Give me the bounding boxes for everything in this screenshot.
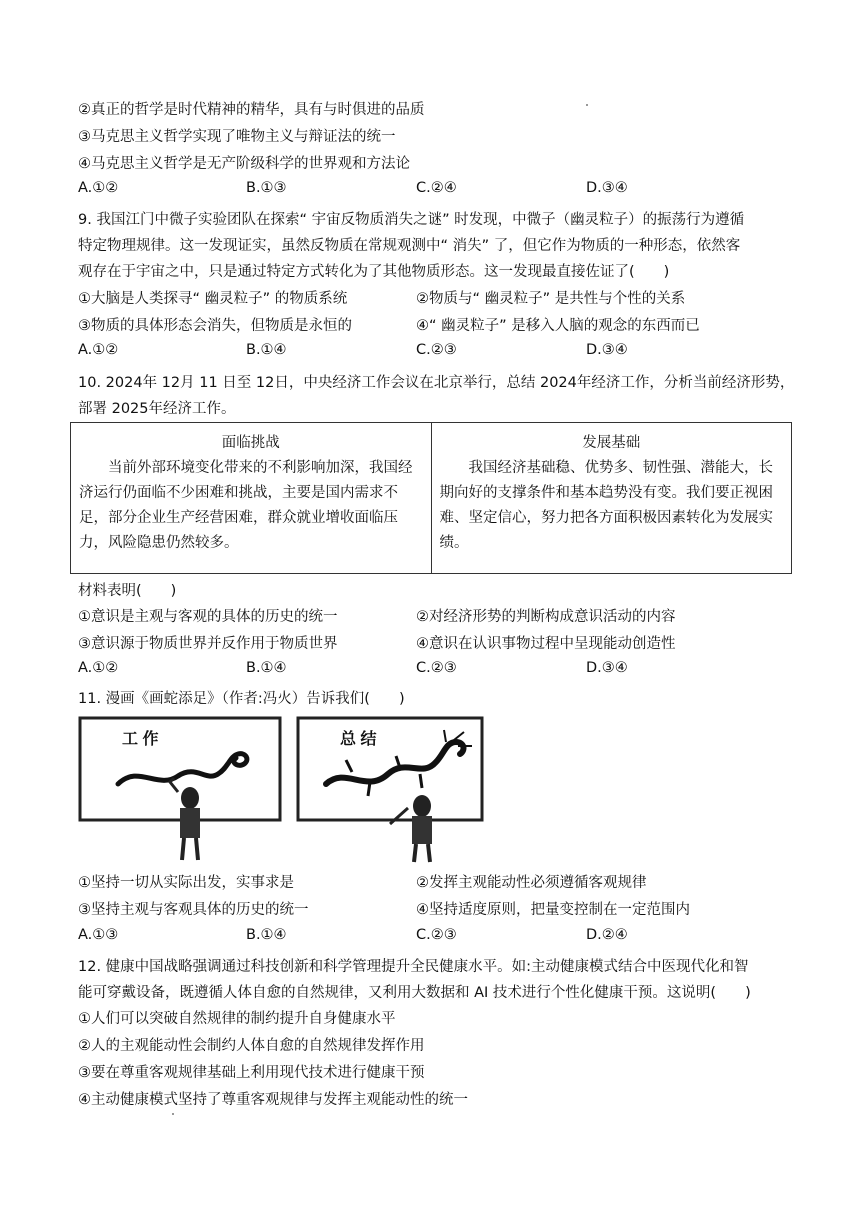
q10-material-table [70,422,792,574]
q9-stem-line-3: 观存在于宇宙之中，只是通过特定方式转化为了其他物质形态。这一发现最直接佐证了( ) [78,264,670,280]
q10-prompt: 材料表明( ) [78,583,177,599]
q9-item-4: ④“ 幽灵粒子” 是移入人脑的观念的东西而已 [416,318,700,334]
q12-item-2: ②人的主观能动性会制约人体自愈的自然规律发挥作用 [78,1038,425,1054]
cartoon-summary-panel [296,712,486,864]
q10-item-1: ①意识是主观与客观的具体的历史的统一 [78,609,338,625]
q10-item-2: ②对经济形势的判断构成意识活动的内容 [416,609,676,625]
q11-choice-b[interactable]: B.①④ [246,927,287,943]
q12-item-4: ④主动健康模式坚持了尊重客观规律与发挥主观能动性的统一 [78,1092,468,1108]
q8-choice-c[interactable]: C.②④ [416,180,457,196]
q9-choice-b[interactable]: B.①④ [246,342,287,358]
q10-choice-a[interactable]: A.①② [78,660,119,676]
q9-item-3: ③物质的具体形态会消失，但物质是永恒的 [78,318,352,334]
q9-choice-d[interactable]: D.③④ [586,342,628,358]
q10-left-cell [71,423,432,574]
q12-item-1: ①人们可以突破自然规律的制约提升自身健康水平 [78,1011,396,1027]
q9-choice-a[interactable]: A.①② [78,342,119,358]
person-legs [414,844,430,862]
q11-item-1: ①坚持一切从实际出发，实事求是 [78,875,294,891]
q12-item-3: ③要在尊重客观规律基础上利用现代技术进行健康干预 [78,1065,425,1081]
q9-item-2: ②物质与“ 幽灵粒子” 是共性与个性的关系 [416,291,686,307]
q10-choice-d[interactable]: D.③④ [586,660,628,676]
q9-item-1: ①大脑是人类探寻“ 幽灵粒子” 的物质系统 [78,291,348,307]
q10-right-cell [431,423,792,574]
q11-choice-d[interactable]: D.②④ [586,927,628,943]
q12-stem-line-1: 12. 健康中国战略强调通过科技创新和科学管理提升全民健康水平。如:主动健康模式结合中医现代化和智 [78,959,749,975]
q11-stem: 11. 漫画《画蛇添足》（作者:冯火）告诉我们( ) [78,691,405,707]
q10-item-3: ③意识源于物质世界并反作用于物质世界 [78,636,338,652]
scan-speck [172,1113,174,1115]
q8-item-4: ④马克思主义哲学是无产阶级科学的世界观和方法论 [78,156,410,172]
q8-choice-b[interactable]: B.①③ [246,180,287,196]
q8-item-3: ③马克思主义哲学实现了唯物主义与辩证法的统一 [78,129,396,145]
q10-choice-b[interactable]: B.①④ [246,660,287,676]
q8-choice-d[interactable]: D.③④ [586,180,628,196]
cartoon-summary-label: 总 结 [340,731,377,748]
cartoon-work-panel [78,712,286,864]
person-head [413,795,431,817]
q11-item-4: ④坚持适度原则，把量变控制在一定范围内 [416,902,690,918]
q8-choice-a[interactable]: A.①② [78,180,119,196]
q9-stem-line-2: 特定物理规律。这一发现证实，虽然反物质在常规观测中“ 消失” 了，但它作为物质的一种形态，依然客 [78,238,741,254]
q11-choice-c[interactable]: C.②③ [416,927,457,943]
person-body [180,808,200,838]
person-head [181,787,199,809]
q11-choice-a[interactable]: A.①③ [78,927,119,943]
q9-choice-c[interactable]: C.②③ [416,342,457,358]
person-body [412,816,432,844]
q10-stem-line-2: 部署 2025年经济工作。 [78,401,236,417]
q10-item-4: ④意识在认识事物过程中呈现能动创造性 [416,636,676,652]
person-legs [182,838,198,860]
q10-left-title: 面临挑战 [221,435,280,451]
q11-item-3: ③坚持主观与客观具体的历史的统一 [78,902,309,918]
q10-left-text: 当前外部环境变化带来的不利影响加深，我国经济运行仍面临不少困难和挑战，主要是国内需求不足，部分企业生产经营困难，群众就业增收面临压力，风险隐患仍然较多。 [79,460,413,551]
q10-stem-line-1: 10. 2024年 12月 11 日至 12日，中央经济工作会议在北京举行，总结 2024年经济工作，分析当前经济形势， [78,375,795,391]
q9-stem-line-1: 9. 我国江门中微子实验团队在探索“ 宇宙反物质消失之谜” 时发现，中微子（幽灵粒子）的振荡行为遵循 [78,212,745,228]
q11-item-2: ②发挥主观能动性必须遵循客观规律 [416,875,647,891]
q10-right-title: 发展基础 [582,435,641,451]
q12-stem-line-2: 能可穿戴设备，既遵循人体自愈的自然规律，又利用大数据和 AI 技术进行个性化健康干预。这说明( ) [78,985,751,1001]
q10-choice-c[interactable]: C.②③ [416,660,457,676]
cartoon-work-label: 工 作 [122,731,159,748]
q10-right-text: 我国经济基础稳、优势多、韧性强、潜能大，长期向好的支撑条件和基本趋势没有变。我们要正视困难、坚定信心，努力把各方面积极因素转化为发展实绩。 [439,460,773,551]
scan-speck [586,104,588,106]
q8-item-2: ②真正的哲学是时代精神的精华，具有与时俱进的品质 [78,102,425,118]
